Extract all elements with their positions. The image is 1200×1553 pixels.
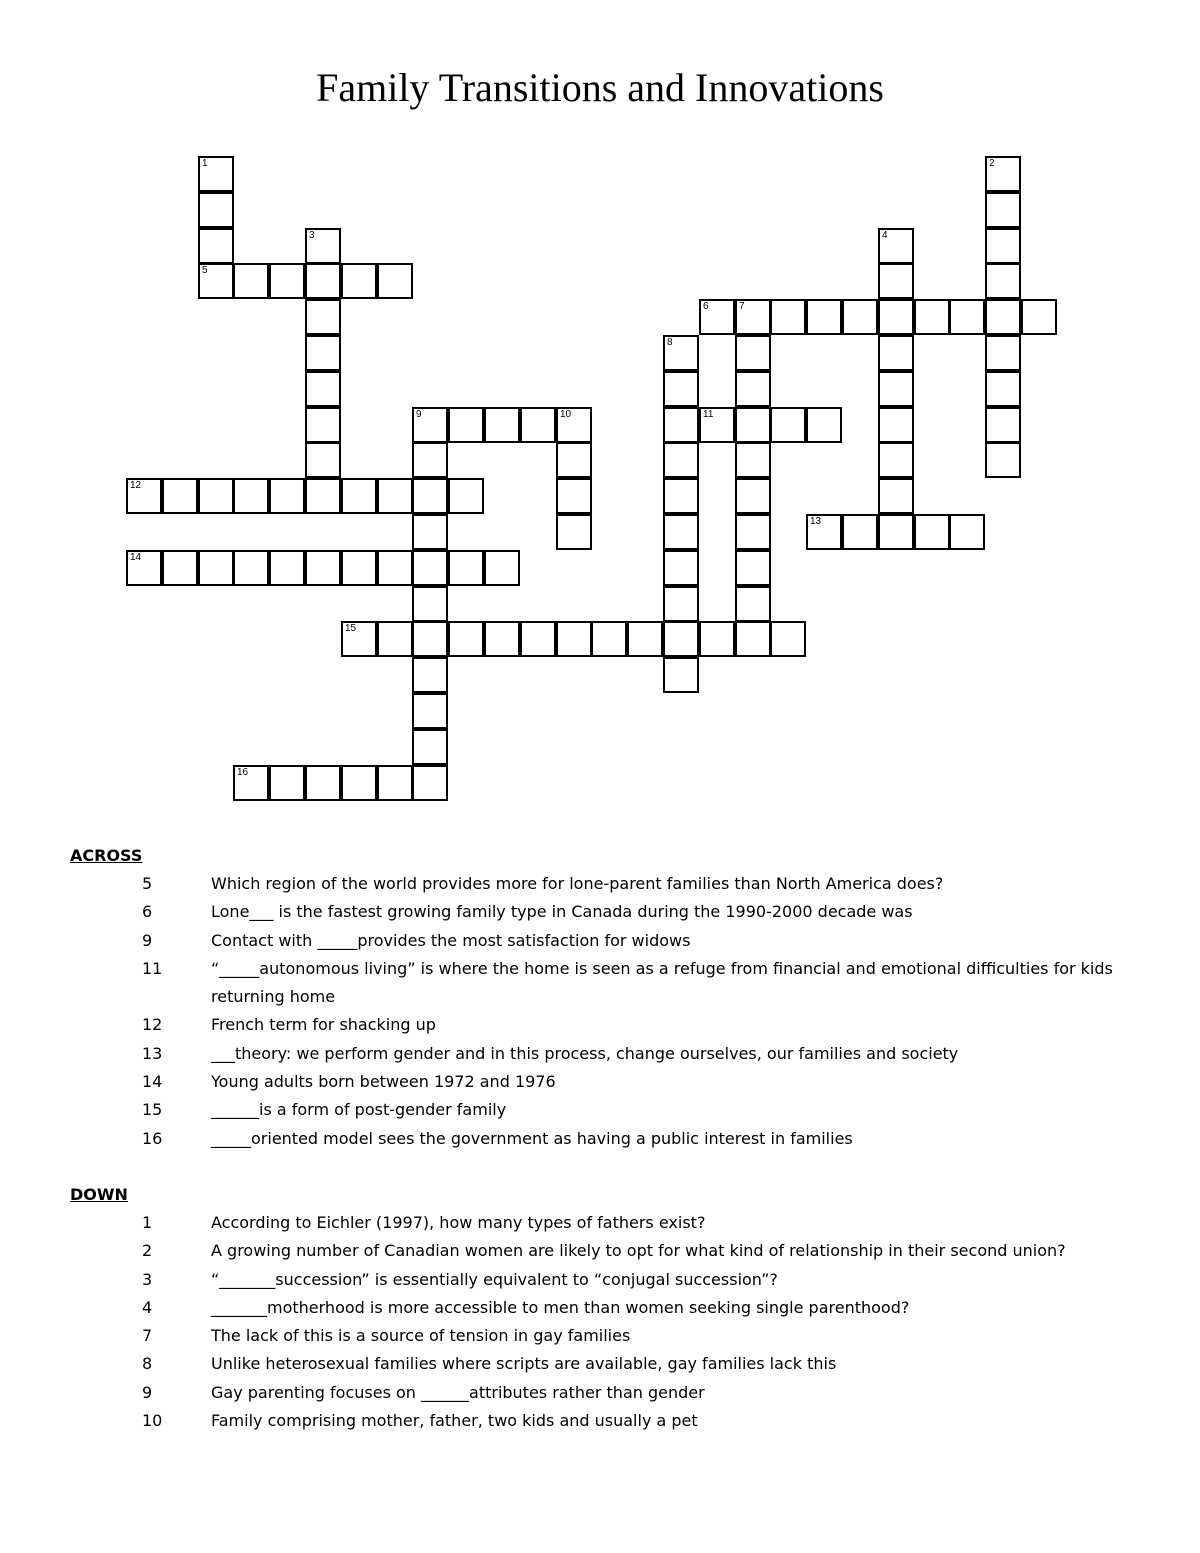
page-title: Family Transitions and Innovations xyxy=(316,65,884,110)
clue-text: According to Eichler (1997), how many types of fathers exist? xyxy=(211,1212,706,1232)
grid-cell[interactable] xyxy=(985,192,1021,228)
grid-cell[interactable] xyxy=(878,335,914,371)
grid-cell[interactable] xyxy=(412,657,448,693)
down-clue xyxy=(70,1379,1150,1407)
grid-cell[interactable] xyxy=(484,550,520,586)
clue-text: Lone___ is the fastest growing family type in Canada during the 1990-2000 decade was xyxy=(211,902,913,922)
cell-number: 2 xyxy=(989,158,995,169)
clue-number: 8 xyxy=(142,1354,153,1374)
clue-text: Young adults born between 1972 and 1976 xyxy=(211,1072,556,1092)
grid-cell[interactable] xyxy=(484,621,520,657)
grid-cell[interactable] xyxy=(699,407,735,443)
grid-cell[interactable] xyxy=(269,765,305,801)
grid-cell[interactable] xyxy=(126,550,162,586)
grid-cell[interactable] xyxy=(305,478,341,514)
clue-text: French term for shacking up xyxy=(211,1015,436,1035)
grid-cell[interactable] xyxy=(556,442,592,478)
grid-cell[interactable] xyxy=(735,442,771,478)
down-clue xyxy=(70,1407,1150,1435)
grid-cell[interactable] xyxy=(878,442,914,478)
clue-number: 13 xyxy=(142,1043,163,1063)
clue-text: A growing number of Canadian women are likely to opt for what kind of relationship in their second union? xyxy=(211,1241,1066,1261)
grid-cell[interactable] xyxy=(878,407,914,443)
grid-cell[interactable] xyxy=(663,586,699,622)
clue-text: “_____autonomous living” is where the home is seen as a refuge from financial and emotional difficulties for kids returning home xyxy=(211,958,1113,1007)
grid-cell[interactable] xyxy=(162,478,198,514)
cell-number: 12 xyxy=(130,480,142,491)
grid-cell[interactable] xyxy=(305,263,341,299)
grid-cell[interactable] xyxy=(735,586,771,622)
grid-cell[interactable] xyxy=(412,514,448,550)
clue-text: _______motherhood is more accessible to men than women seeking single parenthood? xyxy=(211,1297,910,1317)
grid-cell[interactable] xyxy=(412,442,448,478)
grid-cell[interactable] xyxy=(663,442,699,478)
grid-cell[interactable] xyxy=(985,228,1021,264)
down-heading: DOWN xyxy=(70,1184,128,1204)
grid-cell[interactable] xyxy=(699,621,735,657)
grid-cell[interactable] xyxy=(412,586,448,622)
clue-number: 16 xyxy=(142,1128,163,1148)
grid-cell[interactable] xyxy=(377,550,413,586)
grid-cell[interactable] xyxy=(985,263,1021,299)
across-clue xyxy=(70,1096,1150,1124)
grid-cell[interactable] xyxy=(878,514,914,550)
grid-cell[interactable] xyxy=(663,621,699,657)
clue-text: Family comprising mother, father, two kids and usually a pet xyxy=(211,1411,698,1431)
cell-number: 10 xyxy=(560,409,572,420)
grid-cell[interactable] xyxy=(842,514,878,550)
grid-cell[interactable] xyxy=(198,228,234,264)
grid-cell[interactable] xyxy=(770,299,806,335)
grid-cell[interactable] xyxy=(448,407,484,443)
grid-cell[interactable] xyxy=(269,263,305,299)
grid-cell[interactable] xyxy=(878,263,914,299)
grid-cell[interactable] xyxy=(735,335,771,371)
down-clue xyxy=(70,1322,1150,1350)
cell-number: 9 xyxy=(416,409,422,420)
grid-cell[interactable] xyxy=(735,621,771,657)
grid-cell[interactable] xyxy=(985,371,1021,407)
grid-cell[interactable] xyxy=(735,371,771,407)
across-clue xyxy=(70,955,1150,1012)
grid-cell[interactable] xyxy=(341,621,377,657)
grid-cell[interactable] xyxy=(341,478,377,514)
cell-number: 5 xyxy=(202,265,208,276)
grid-cell[interactable] xyxy=(556,407,592,443)
clue-text: Unlike heterosexual families where scripts are available, gay families lack this xyxy=(211,1354,837,1374)
down-clue xyxy=(70,1266,1150,1294)
grid-cell[interactable] xyxy=(412,550,448,586)
clue-number: 14 xyxy=(142,1072,163,1092)
grid-cell[interactable] xyxy=(233,550,269,586)
across-clue xyxy=(70,870,1150,898)
cell-number: 13 xyxy=(810,516,822,527)
grid-cell[interactable] xyxy=(556,478,592,514)
clue-text: The lack of this is a source of tension in gay families xyxy=(211,1326,631,1346)
grid-cell[interactable] xyxy=(448,621,484,657)
grid-cell[interactable] xyxy=(878,299,914,335)
grid-cell[interactable] xyxy=(663,657,699,693)
grid-cell[interactable] xyxy=(520,621,556,657)
grid-cell[interactable] xyxy=(233,478,269,514)
grid-cell[interactable] xyxy=(412,407,448,443)
grid-cell[interactable] xyxy=(126,478,162,514)
grid-cell[interactable] xyxy=(699,299,735,335)
down-clue xyxy=(70,1237,1150,1265)
across-clue xyxy=(70,1040,1150,1068)
clue-text: Which region of the world provides more for lone-parent families than North America does? xyxy=(211,874,944,893)
across-clue xyxy=(70,1068,1150,1096)
grid-cell[interactable] xyxy=(985,407,1021,443)
grid-cell[interactable] xyxy=(770,407,806,443)
grid-cell[interactable] xyxy=(806,299,842,335)
grid-cell[interactable] xyxy=(269,478,305,514)
grid-cell[interactable] xyxy=(878,371,914,407)
across-clue xyxy=(70,1125,1150,1153)
grid-cell[interactable] xyxy=(305,407,341,443)
clue-number: 10 xyxy=(142,1411,163,1431)
clue-number: 11 xyxy=(142,958,163,978)
grid-cell[interactable] xyxy=(663,371,699,407)
grid-cell[interactable] xyxy=(663,335,699,371)
cell-number: 16 xyxy=(237,767,249,778)
grid-cell[interactable] xyxy=(305,765,341,801)
grid-cell[interactable] xyxy=(198,550,234,586)
grid-cell[interactable] xyxy=(412,621,448,657)
grid-cell[interactable] xyxy=(663,514,699,550)
grid-cell[interactable] xyxy=(663,550,699,586)
grid-cell[interactable] xyxy=(198,263,234,299)
grid-cell[interactable] xyxy=(305,335,341,371)
grid-cell[interactable] xyxy=(305,371,341,407)
down-clues xyxy=(70,1209,1150,1435)
across-clue xyxy=(70,898,1150,926)
clue-number: 6 xyxy=(142,902,153,922)
clue-text: Gay parenting focuses on ______attributes rather than gender xyxy=(211,1382,705,1402)
grid-cell[interactable] xyxy=(878,478,914,514)
across-clues xyxy=(70,870,1150,1153)
grid-cell[interactable] xyxy=(377,621,413,657)
grid-cell[interactable] xyxy=(556,514,592,550)
cell-number: 7 xyxy=(739,301,745,312)
down-clue xyxy=(70,1350,1150,1378)
grid-cell[interactable] xyxy=(735,299,771,335)
grid-cell[interactable] xyxy=(305,228,341,264)
grid-cell[interactable] xyxy=(377,478,413,514)
cell-number: 14 xyxy=(130,552,142,563)
grid-cell[interactable] xyxy=(198,192,234,228)
grid-cell[interactable] xyxy=(985,442,1021,478)
clue-number: 5 xyxy=(142,874,153,893)
grid-cell[interactable] xyxy=(914,299,950,335)
grid-cell[interactable] xyxy=(162,550,198,586)
grid-cell[interactable] xyxy=(735,407,771,443)
grid-cell[interactable] xyxy=(878,228,914,264)
cell-number: 11 xyxy=(703,409,714,420)
grid-cell[interactable] xyxy=(412,693,448,729)
grid-cell[interactable] xyxy=(377,263,413,299)
cell-number: 4 xyxy=(882,230,888,241)
grid-cell[interactable] xyxy=(269,550,305,586)
grid-cell[interactable] xyxy=(198,156,234,192)
clue-text: _____oriented model sees the government as having a public interest in families xyxy=(211,1128,853,1148)
grid-cell[interactable] xyxy=(663,407,699,443)
cell-number: 3 xyxy=(309,230,315,241)
grid-cell[interactable] xyxy=(735,514,771,550)
clue-number: 1 xyxy=(142,1212,153,1232)
grid-cell[interactable] xyxy=(627,621,663,657)
grid-cell[interactable] xyxy=(412,765,448,801)
grid-cell[interactable] xyxy=(663,478,699,514)
grid-cell[interactable] xyxy=(484,407,520,443)
grid-cell[interactable] xyxy=(448,550,484,586)
cell-number: 8 xyxy=(667,337,673,348)
clue-text: “_______succession” is essentially equivalent to “conjugal succession”? xyxy=(211,1269,778,1289)
clue-text: Contact with _____provides the most satisfaction for widows xyxy=(211,930,691,950)
clue-number: 3 xyxy=(142,1269,153,1289)
clue-text: ______is a form of post-gender family xyxy=(211,1100,507,1120)
grid-cell[interactable] xyxy=(448,478,484,514)
grid-cell[interactable] xyxy=(412,729,448,765)
grid-cell[interactable] xyxy=(949,514,985,550)
grid-cell[interactable] xyxy=(198,478,234,514)
grid-cell[interactable] xyxy=(985,156,1021,192)
grid-cell[interactable] xyxy=(914,514,950,550)
grid-cell[interactable] xyxy=(412,478,448,514)
grid-cell[interactable] xyxy=(770,621,806,657)
clue-number: 4 xyxy=(142,1297,153,1317)
grid-cell[interactable] xyxy=(556,621,592,657)
grid-cell[interactable] xyxy=(233,765,269,801)
grid-cell[interactable] xyxy=(341,765,377,801)
grid-cell[interactable] xyxy=(520,407,556,443)
down-clue xyxy=(70,1209,1150,1237)
clue-list xyxy=(70,842,1150,1435)
grid-cell[interactable] xyxy=(806,407,842,443)
grid-cell[interactable] xyxy=(735,478,771,514)
grid-cell[interactable] xyxy=(341,550,377,586)
grid-cell[interactable] xyxy=(341,263,377,299)
clue-number: 9 xyxy=(142,930,153,950)
across-heading: ACROSS xyxy=(70,846,143,865)
grid-cell[interactable] xyxy=(305,299,341,335)
clue-number: 9 xyxy=(142,1382,153,1402)
grid-cell[interactable] xyxy=(842,299,878,335)
across-clue xyxy=(70,1011,1150,1039)
clue-text: ___theory: we perform gender and in this process, change ourselves, our families and society xyxy=(211,1043,959,1063)
clue-number: 7 xyxy=(142,1326,153,1346)
grid-cell[interactable] xyxy=(377,765,413,801)
grid-cell[interactable] xyxy=(985,299,1021,335)
grid-cell[interactable] xyxy=(233,263,269,299)
grid-cell[interactable] xyxy=(591,621,627,657)
grid-cell[interactable] xyxy=(735,550,771,586)
grid-cell[interactable] xyxy=(806,514,842,550)
clue-number: 15 xyxy=(142,1100,163,1120)
grid-cell[interactable] xyxy=(949,299,985,335)
cell-number: 15 xyxy=(345,623,357,634)
clue-number: 12 xyxy=(142,1015,163,1035)
clue-number: 2 xyxy=(142,1241,153,1261)
grid-cell[interactable] xyxy=(985,335,1021,371)
grid-cell[interactable] xyxy=(305,550,341,586)
cell-number: 6 xyxy=(703,301,709,312)
down-clue xyxy=(70,1294,1150,1322)
grid-cell[interactable] xyxy=(305,442,341,478)
cell-number: 1 xyxy=(202,158,208,169)
grid-cell[interactable] xyxy=(1021,299,1057,335)
across-clue xyxy=(70,927,1150,955)
